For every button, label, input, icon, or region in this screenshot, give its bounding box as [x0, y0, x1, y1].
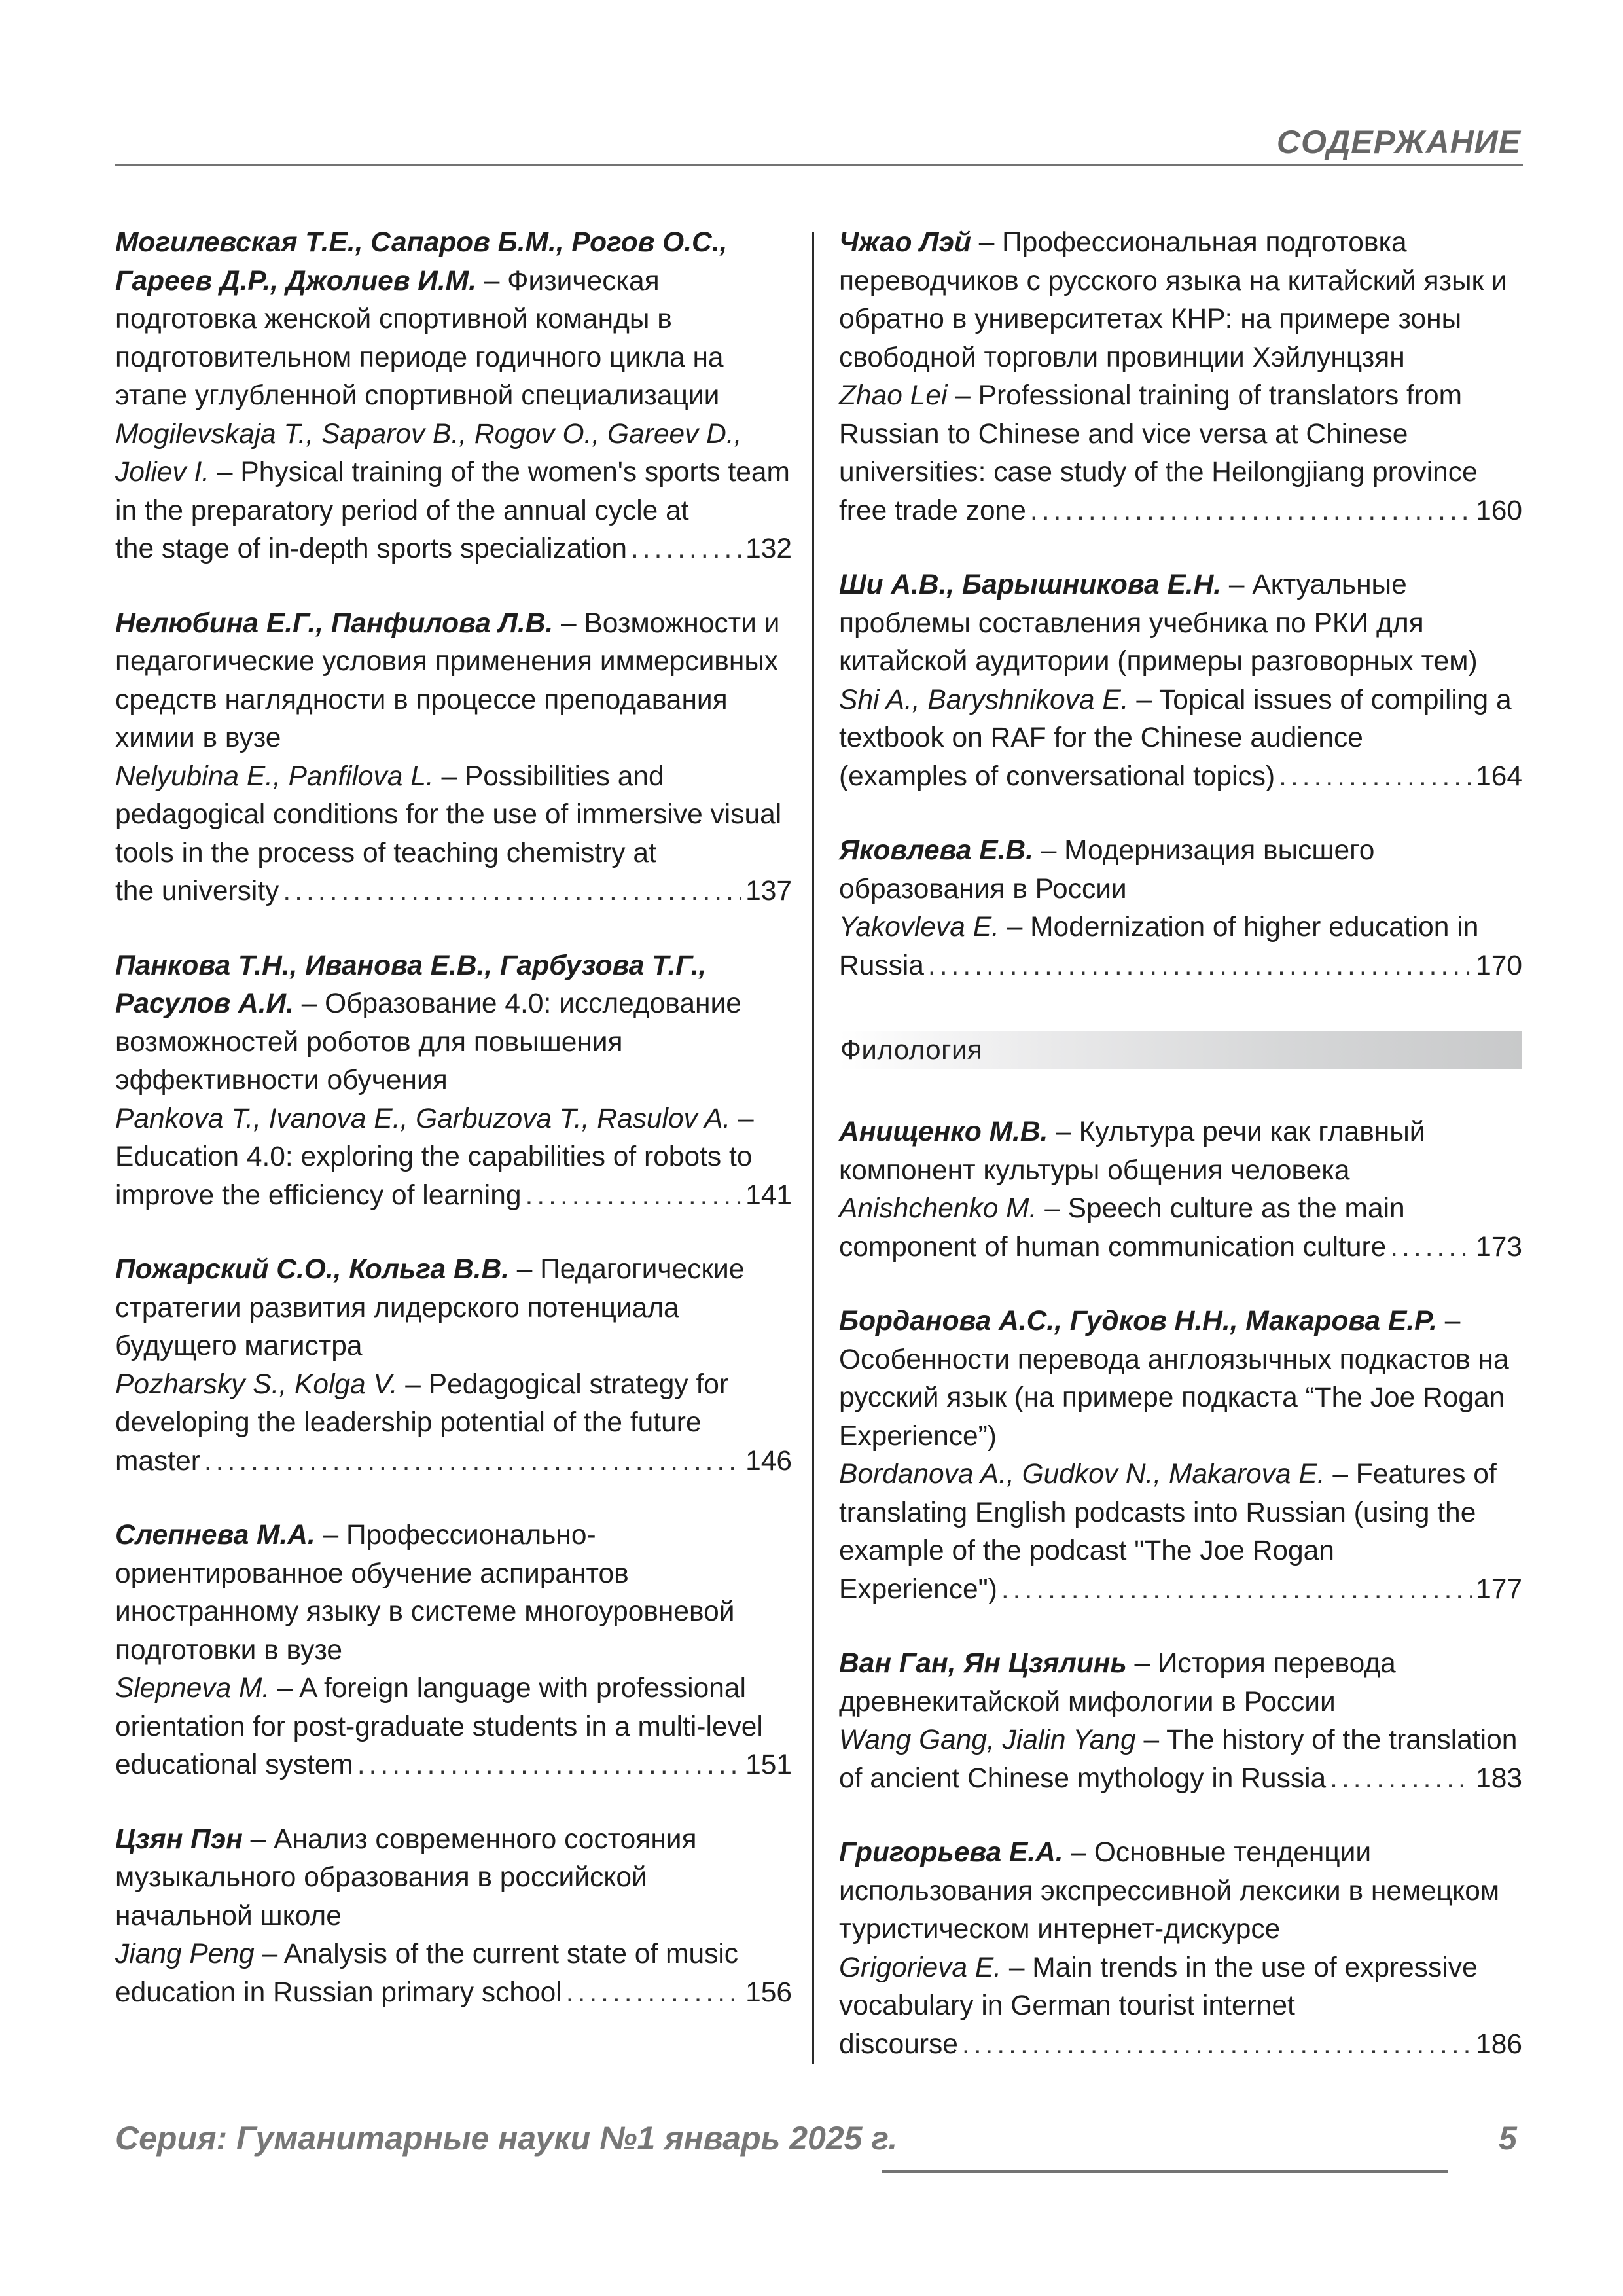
entry-authors-ru: Нелюбина Е.Г., Панфилова Л.В.: [115, 607, 554, 639]
entry-en: [839, 681, 1522, 758]
entry-en: [839, 1190, 1522, 1229]
entry-title-en-end: component of human communication culture: [839, 1231, 1387, 1263]
entry-authors-en: Slepneva M.: [115, 1673, 270, 1704]
entry-authors-ru: Пожарский С.О., Кольга В.В.: [115, 1254, 509, 1285]
entry-title-ru: – Актуальные проблемы составления учебника по РКИ для китайской аудитории (примеры разговорных тем): [839, 569, 1478, 677]
dot-leader: [526, 1177, 742, 1215]
entry-authors-en: Jiang Peng: [115, 1939, 255, 1969]
dot-leader: [566, 1974, 741, 2013]
entry-title-en-end: educational system: [115, 1749, 353, 1780]
entry-title-ru: – Профессиональная подготовка переводчиков с русского языка на китайский язык и обратно в университетах КНР: на примере зоны свободной торговли провинции Хэйлунцзян: [839, 227, 1507, 373]
entry-authors-en: Zhao Lei: [839, 380, 948, 411]
entry-title-en-end: the stage of in-depth sports specialization: [115, 533, 627, 564]
entry-title-en-end: improve the efficiency of learning: [115, 1179, 522, 1211]
entry-title-en: – Main trends in the use of expressive vocabulary in German tourist internet: [839, 1952, 1478, 2021]
entry-ru: [115, 224, 792, 416]
entry-ru: [115, 1516, 792, 1670]
entry-page-number[interactable]: 170: [1476, 950, 1522, 981]
toc-entry[interactable]: [839, 1302, 1522, 1609]
entry-authors-ru: Слепнева М.А.: [115, 1520, 315, 1551]
entry-authors-en: Yakovleva E.: [839, 912, 999, 942]
entry-authors-ru: Ши А.В., Барышникова Е.Н.: [839, 569, 1222, 600]
entry-title-en: – Analysis of the current state of music: [254, 1939, 739, 1969]
dot-leader: [357, 1746, 741, 1785]
dot-leader: [1030, 492, 1472, 531]
toc-left-column: [115, 224, 792, 2048]
column-divider: [812, 232, 814, 2064]
entry-authors-en: Wang Gang, Jialin Yang: [839, 1725, 1136, 1755]
entry-page-number[interactable]: 141: [745, 1179, 792, 1211]
dot-leader: [631, 530, 741, 569]
entry-authors-en: Shi A., Baryshnikova E.: [839, 684, 1129, 715]
entry-last-line: [115, 872, 792, 911]
entry-title-en: – Physical training of the women's sports team in the preparatory period of the annual cycle at: [115, 457, 790, 526]
entry-authors-ru: Ван Ган, Ян Цзялинь: [839, 1648, 1127, 1679]
toc-entry[interactable]: [115, 1821, 792, 2013]
entry-en: [839, 377, 1522, 492]
entry-title-en: – Pedagogical strategy for developing the leadership potential of the future: [115, 1369, 729, 1438]
dot-leader: [1390, 1229, 1472, 1267]
entry-authors-en: Grigorieva E.: [839, 1952, 1002, 1983]
entry-authors-ru: Панкова Т.Н., Иванова Е.В., Гарбузова Т.Г., Расулов А.И.: [115, 950, 707, 1019]
entry-title-ru: – Особенности перевода англоязычных подкастов на русский язык (на примере подкаста “The Joe Rogan Experience”): [839, 1306, 1509, 1452]
entry-title-en: – A foreign language with professional orientation for post-graduate students in a multi-level: [115, 1673, 763, 1742]
entry-title-ru: – Физическая подготовка женской спортивной команды в подготовительном периоде годичного цикла на этапе углубленной спортивной специализации: [115, 265, 724, 411]
entry-last-line: [115, 1443, 792, 1481]
entry-authors-ru: Могилевская Т.Е., Сапаров Б.М., Рогов О.С., Гареев Д.Р., Джолиев И.М.: [115, 227, 728, 296]
dot-leader: [204, 1443, 741, 1481]
entry-ru: [839, 566, 1522, 681]
entry-page-number[interactable]: 186: [1476, 2028, 1522, 2060]
entry-en: [115, 1366, 792, 1443]
entry-ru: [839, 1302, 1522, 1456]
entry-en: [115, 1100, 792, 1177]
footer-series-label: Серия: Гуманитарные науки №1 январь 2025 г.: [115, 2120, 898, 2157]
entry-ru: [839, 224, 1522, 377]
dot-leader: [1330, 1760, 1472, 1799]
entry-last-line: [839, 758, 1522, 797]
entry-title-ru: – Анализ современного состояния музыкального образования в российской начальной школе: [115, 1823, 697, 1931]
entry-page-number[interactable]: 137: [745, 876, 792, 906]
entry-authors-ru: Борданова А.С., Гудков Н.Н., Макарова Е.Р.: [839, 1306, 1437, 1336]
entry-title-ru: – Профессионально-ориентированное обучение аспирантов иностранному языку в системе многоуровневой подготовки в вузе: [115, 1520, 735, 1666]
entry-title-en: – Modernization of higher education in: [999, 912, 1479, 942]
entry-en: [115, 1935, 792, 1974]
footer-page-number: 5: [1499, 2120, 1517, 2157]
entry-authors-ru: Цзян Пэн: [115, 1823, 243, 1855]
toc-entry[interactable]: [839, 1645, 1522, 1798]
entry-title-en-end: Russia: [839, 950, 924, 981]
entry-ru: [115, 947, 792, 1100]
entry-page-number[interactable]: 183: [1476, 1763, 1522, 1794]
entry-authors-en: Anishchenko M.: [839, 1193, 1037, 1224]
entry-authors-en: Pozharsky S., Kolga V.: [115, 1369, 398, 1400]
entry-en: [839, 1721, 1522, 1760]
entry-title-en: – Speech culture as the main: [1037, 1193, 1405, 1224]
entry-title-en-end: (examples of conversational topics): [839, 761, 1275, 792]
toc-entry[interactable]: [839, 832, 1522, 985]
entry-en: [115, 1670, 792, 1746]
dot-leader: [928, 947, 1472, 986]
entry-ru: [115, 605, 792, 758]
dot-leader: [1279, 758, 1472, 797]
page-header-title: СОДЕРЖАНИЕ: [1276, 124, 1521, 160]
entry-ru: [839, 832, 1522, 908]
entry-title-en: – Education 4.0: exploring the capabilities of robots to: [115, 1103, 754, 1172]
entry-title-en-end: education in Russian primary school: [115, 1977, 562, 2008]
entry-page-number[interactable]: 146: [745, 1445, 792, 1477]
section-header-philology: [839, 1031, 1522, 1069]
entry-title-en: – Features of translating English podcasts into Russian (using the example of the podcast "The Joe Rogan: [839, 1459, 1497, 1566]
entry-en: [839, 908, 1522, 947]
entry-title-en-end: master: [115, 1445, 200, 1477]
header-rule: [115, 164, 1523, 166]
entry-last-line: [115, 1746, 792, 1785]
entry-page-number[interactable]: 156: [745, 1977, 792, 2008]
entry-page-number[interactable]: 173: [1476, 1231, 1522, 1263]
toc-entry[interactable]: [839, 566, 1522, 796]
dot-leader: [1001, 1571, 1472, 1609]
entry-authors-ru: Анищенко М.В.: [839, 1117, 1048, 1147]
entry-authors-ru: Яковлева Е.В.: [839, 835, 1033, 866]
entry-last-line: [839, 947, 1522, 986]
entry-page-number[interactable]: 160: [1476, 495, 1522, 526]
entry-ru: [115, 1821, 792, 1936]
entry-ru: [839, 1834, 1522, 1949]
toc-entry[interactable]: [115, 1516, 792, 1785]
entry-last-line: [839, 492, 1522, 531]
entry-page-number[interactable]: 132: [745, 533, 792, 564]
dot-leader: [283, 872, 741, 911]
entry-title-ru: – Возможности и педагогические условия применения иммерсивных средств наглядности в процессе преподавания химии в вузе: [115, 607, 780, 753]
entry-last-line: [115, 1177, 792, 1215]
entry-en: [839, 1949, 1522, 2026]
toc-entry[interactable]: [115, 224, 792, 569]
entry-last-line: [839, 1760, 1522, 1799]
entry-ru: [839, 1645, 1522, 1721]
dot-leader: [962, 2026, 1472, 2064]
entry-last-line: [115, 530, 792, 569]
entry-last-line: [839, 1571, 1522, 1609]
entry-title-ru: – Модернизация высшего образования в России: [839, 835, 1375, 905]
entry-title-ru: – История перевода древнекитайской мифологии в России: [839, 1648, 1396, 1717]
footer-rule: [882, 2170, 1448, 2173]
entry-last-line: [115, 1974, 792, 2013]
toc-entry[interactable]: [839, 1113, 1522, 1266]
entry-title-en-end: Experience"): [839, 1573, 997, 1605]
entry-en: [115, 758, 792, 873]
toc-entry[interactable]: [115, 1251, 792, 1480]
section-label: Филология: [840, 1034, 983, 1065]
entry-ru: [115, 1251, 792, 1366]
entry-page-number[interactable]: 177: [1476, 1573, 1522, 1605]
entry-last-line: [839, 1229, 1522, 1267]
entry-page-number[interactable]: 151: [745, 1749, 792, 1780]
entry-authors-en: Pankova T., Ivanova E., Garbuzova T., Rasulov A.: [115, 1103, 731, 1134]
entry-title-ru: – Культура речи как главный компонент культуры общения человека: [839, 1117, 1425, 1186]
toc-right-column: [839, 224, 1522, 2100]
entry-title-en: – Topical issues of compiling a textbook on RAF for the Chinese audience: [839, 684, 1512, 753]
entry-authors-en: Bordanova A., Gudkov N., Makarova E.: [839, 1459, 1325, 1490]
toc-entry[interactable]: [839, 224, 1522, 530]
toc-entry[interactable]: [839, 1834, 1522, 2064]
entry-en: [115, 416, 792, 531]
entry-title-en: – The history of the translation: [1135, 1725, 1518, 1755]
entry-title-en: – Professional training of translators from Russian to Chinese and vice versa at Chinese universities: case study of the Heilongjiang province: [839, 380, 1478, 488]
entry-title-ru: – Основные тенденции использования экспрессивной лексики в немецком туристическом интернет-дискурсе: [839, 1837, 1500, 1945]
entry-authors-en: Mogilevskaja T., Saparov B., Rogov O., Gareev D., Joliev I.: [115, 418, 742, 488]
entry-title-en-end: discourse: [839, 2028, 958, 2060]
entry-ru: [839, 1113, 1522, 1190]
entry-authors-en: Nelyubina E., Panfilova L.: [115, 761, 434, 792]
toc-entry[interactable]: [115, 947, 792, 1215]
entry-title-en-end: free trade zone: [839, 495, 1026, 526]
entry-last-line: [839, 2026, 1522, 2064]
entry-title-en-end: of ancient Chinese mythology in Russia: [839, 1763, 1327, 1794]
entry-title-ru: – Педагогические стратегии развития лидерского потенциала будущего магистра: [115, 1254, 745, 1361]
entry-en: [839, 1456, 1522, 1571]
toc-entry[interactable]: [115, 605, 792, 911]
entry-title-en: – Possibilities and pedagogical conditions for the use of immersive visual tools in the process of teaching chemistry at: [115, 761, 782, 869]
entry-title-en-end: the university: [115, 876, 279, 906]
entry-authors-ru: Григорьева Е.А.: [839, 1837, 1063, 1868]
entry-authors-ru: Чжао Лэй: [839, 227, 971, 258]
entry-title-ru: – Образование 4.0: исследование возможностей роботов для повышения эффективности обучения: [115, 988, 741, 1096]
entry-page-number[interactable]: 164: [1476, 761, 1522, 792]
